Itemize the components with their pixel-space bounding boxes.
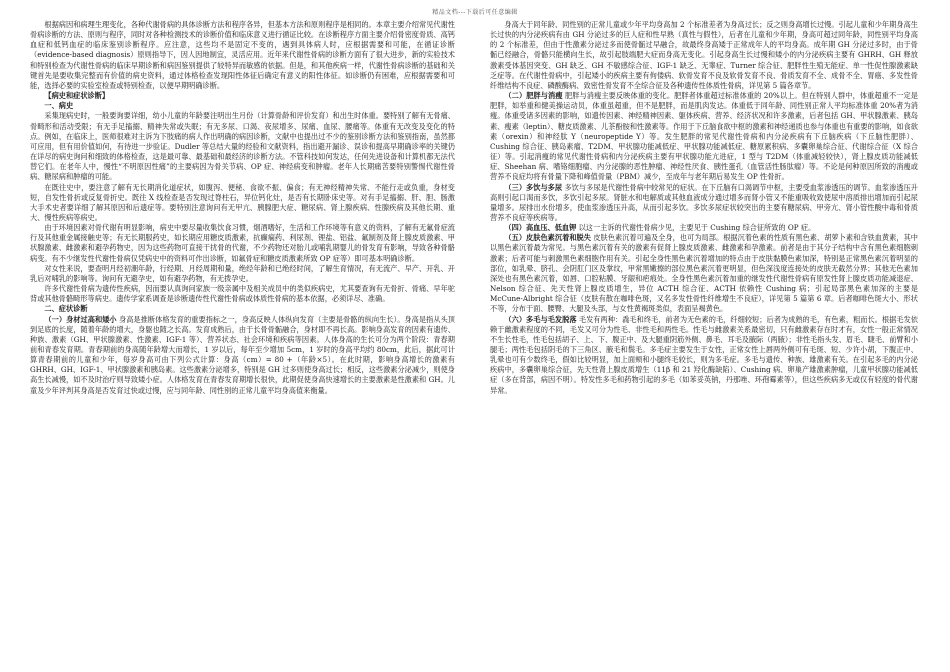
paragraph — [490, 91, 918, 182]
right-column — [490, 20, 918, 665]
section-heading: 一、病史 — [44, 101, 74, 111]
paragraph — [490, 315, 918, 396]
subsection-heading: （四）高血压、低血钾 — [504, 223, 577, 233]
paragraph — [490, 223, 918, 233]
subsection-heading: （二）肥胖与消瘦 — [504, 91, 563, 101]
paragraph-text: 以这一主诉的代谢性骨病少见，主要见于 Cushing 综合征所致的 OP 症。 — [578, 223, 816, 233]
paragraph: 采集现病史时，一般要询要详细，幼小儿童的年龄要注明出生月份（计算骨龄和评价发育）和出生时体重。要特别了解有无骨痛、骨畸形和活动受限；有无手足搐搦、精神失常或失眠；有无多尿、口渴、夜尿增多、尿痛、血尿、腰痛等。体重有无改变及变化的特点。例如，在临床上，医师很难对主诉为下肢痛的病人作出明确的病因诊断，文献中也提出过不少的鉴别诊断方法和鉴别指南，虽然都可应用，但有用价值如何，有待进一步验证。Dudler 等总结大量的经验和文献资料，指出避开漏诊、误诊和提高早期确诊率的关键仍在详尽的病史询问和细致的体格检查，这是最可靠、最基础和最经济的诊断方法。不管科技如何发达，任何先进设备和计算机都无法代替它们。在老年人中，慢性“不明原因性痛”的主要病因为骨关节病、OP 症、神经病变和肿瘤。老年人长期痛苦要特别警惕代谢性骨病、糖尿病和肿瘤的可能。 — [30, 111, 455, 182]
subsection-heading: （六）多毛与毛发脱落 — [504, 314, 577, 324]
paragraph-text: 皮肤色素沉着可遍及全身，也可为局部。根据沉着色素的性质有黑色素、胡萝卜素和含铁血黄素，其中以黑色素沉着最为常见。与黑色素沉着有关的激素有促肾上腺皮质激素、雌激素和孕激素。前者是由于其分子结构中含有黑色素细胞刺激素；后者可能与刺激黑色素细胞作用有关。引起全身性黑色素沉着增加的特点由于皮肤黏膜色素加深，特别是正常黑色素沉着明显的部位，如乳晕、脐孔、会阴肛门区及掌纹，甲常黑嫩擦的部位黑色素沉着更明显，但色深浅度连接处的皮肤无截然分界；其他无色素加深处也有黑色素沉着，如唇、口腔粘膜、牙龈和疤痕处。全身性黑色素沉着加重的继发性代谢性骨病有原发性肾上腺皮质功能减退症、Nelson 综合征、先天性肾上腺皮质增生，异位 ACTH 综合征、ACTH 依赖性 Cushing 病；引起局部黑色素加深的主要是 McCune-Albright 综合征（皮肤有散在咖啡色斑，又名多发性骨性纤维增生不良症），详见第 5 篇第 6 章。后者咖啡色斑大小、形状不等，分布于面、腰臀、大腿及头部，与女性黄褐斑类似，表面呈褐黄色。 — [490, 233, 918, 314]
subsection-heading: （五）皮肤色素沉着和脱失 — [504, 233, 591, 243]
paragraph: 对女性来说，要查明月经初潮年龄，行经期、月经周期和量，绝经年龄和已绝经时间，了解生育情况，有无流产、早产、开乳、开乳后对哺乳的影响等。询问有无避孕史，如有避孕药物，有无拨孕史。 — [30, 263, 455, 283]
paragraph: 身高大于同年龄、同性别的正常儿童或少年平均身高加 2 个标准差者为身高过长；反之则身高增长过慢。引起儿童和少年期身高生长过快的内分泌疾病有由 GH 分泌过多的巨人症和性早熟（真性与假性），后者在儿童和少年期，身高可超过同年龄，同性别平均身高的 2 个标准差，但由于性激素分泌过多而使骨骺过早融合，故最终身高矮于正常成年人的平均身高。成年期 GH 分泌过多时，由于骨骺已经融合，骨骼只能横向生长，故引起肢端肥大症而身高无变化。引起身高生长过慢和矮小的内分泌疾病主要有 GHRH、GH 释放激素受体基因突变、GH 缺乏、GH 不敏感综合征、IGF-1 缺乏、无睾症、Turner 综合征、肥胖性生殖无能症、单一性促性腺激素缺乏症等。在代谢性骨病中，引起矮小的疾病主要有佝偻病、软骨发育不良及软骨发育不良、骨质发育不全、成骨不全、胃癌、多发性骨纤维结构不良症、磷酸酶病、致密性骨发育不全综合征及各种遗传性体质性骨病，详见第 5 篇各章节。 — [490, 20, 918, 90]
paragraph — [490, 233, 918, 314]
paragraph-text: 毛发有两种：毳毛和终毛，前者为无色素的毛，纤细较短；后者为成熟的毛，有色素，粗而长。根据毛发依赖于雌激素程度的不同，毛发又可分为性毛、非性毛和两性毛。性毛与雌激素关系最密切，只有雌激素存在时才有，女性一般正常情况不生长性毛，性毛包括胡子、上、下、腹正中、及大腿重阴筋外侧、鼻毛、耳毛及腋际（两腋）；非性毛指头发、眉毛、睫毛、前臂和小腿毛；两性毛包括阴毛的下三角区、腋毛和鬓毛。多毛症主要发生于女性，正常女性上唇两外侧可有毛斑、短、少许小胡，下腹正中、乳晕也可有少数终毛，假如比较明显，加上面颊和小腿终毛较长，则为多毛症。多毛与遗传、种族、雄激素有关。在引起多毛的内分泌疾病中，多囊卵巢综合征，先天性肾上腺皮质增生（11β 和 21 羟化酶缺陷）、Cushing 病、卵巢产雄激素肿瘤，儿童甲状腺功能减低症（多在背部，病因不明）。特发性多毛和药物引起的多毛（如苯妥英钠，丹那唑、环孢霉素等），但这些疾病多无或仅有轻度的骨代谢异常。 — [490, 314, 918, 395]
paragraph-text: 身高是推断体格发育的重要指标之一，身高反映人体纵向发育（主要是骨骼的纵向生长）。身高是指从头顶到足底的长度，随着年龄的增大，身躯也随之长高。发育成熟后，由于长骨骨骺融合，身材即不再长高。影响身高发育的因素有遗传、种族、激素（GH、甲状腺激素、性激素、IGF-1 等）、营养状态、社会环境和疾病等因素。人体身高的生长可分为两个阶段：青春期前和青春发育期。青春期前的身高随年龄增大而增长，1 岁以后，每年至少增加 5cm，1 岁时的身高平均约 80cm，此后，据此可计算青春期前的儿童和少年，每岁身高可由下列公式计算：身高（cm）= 80 +（年龄×5）。在此时期，影响身高增长的激素有 GHRH、GH、IGF-1、甲状腺激素和胰岛素。这些激素分泌增多，特别是 GH 过多则使身高过长；相反，这些激素分泌减少，则使身高生长减慢，如不及时治疗则导致矮小症。人体格发育在青春发育期增长很快，此期促使身高快速增长的主要激素是性激素和 GH。儿童及少年评判其身高是否发育过快或过慢，应与同年龄、同性别的正常儿童平均身高值来衡量。 — [30, 314, 455, 395]
paragraph-text: 多饮与多尿是代谢性骨病中较常见的症状。在下丘脑有口渴调节中枢，主要受血浆渗透压的调节。血浆渗透压升高则引起口渴而多饮，多饮引起多尿。肾脏水和电解质或其他血液成分通过增多而肾小管又不能重吸收致使尿中溶质排出增加而引起尿量增多。尿排出水份增多，使血浆渗透压升高，从而引起多饮。多饮多尿症状较突出的主要有糖尿病、甲旁亢、肾小管性酸中毒和骨质营养不良症等疾病等。 — [490, 182, 918, 222]
paragraph-text: 肥胖与消瘦主要反映体重的变化。肥胖者体重超过标准体重的 20%以上。但在特别人群中，体重超重不一定是肥胖，如举重和健美操运动员，体重虽超重，但不是肥胖，而是肌肉发达。体重低于同年龄、同性别正常人平均标准体重 20%者为消瘦。体重受诸多因素的影响，如遗传因素、神经精神因素、躯体疾病、营养、经济状况和许多激素，后者包括 GH、甲状腺激素、胰岛素、瘦素（leptin）、糖皮质激素、儿茶酚胺和性激素等。作用于下丘脑食欲中枢的激素和神经递质也参与体重也有重要的影响，如食欲素（orexin）和神经肽 Y（neuropeptide Y）等。发生肥胖的常见代谢性骨病和内分泌疾病有下丘脑疾病（下丘脑性肥胖）、Cushing 综合征、胰岛素瘤、T2DM、甲状腺功能减低症、甲状腺功能减低症、糖原累积病、多囊卵巢综合征、代谢综合征（X 综合征）等。引起消瘦的常见代谢性骨病和内分泌疾病主要有甲状腺功能亢进症，1 型与 T2DM（体重减轻较快），肾上腺皮质功能减低症、Sheehan 病、嗜铬细胞瘤、内分泌腺的恶性肿瘤、神经性厌食、胰性蛋孔（血管活性肠肽瘤）等。不论是何种原因所致的消瘦或营养不良症均将有骨量下降和峰值骨量（PBM）减少，至成年与老年期后易发生 OP 性骨折。 — [490, 91, 918, 182]
subsection-heading: （一）身材过高和矮小 — [44, 314, 117, 324]
left-column — [30, 20, 455, 665]
paragraph: 由于环境因素对骨代谢有明显影响，病史中要尽量收集饮食习惯，烟酒嗜好，生活和工作环境等有意义的资料，了解有无氟骨症流行及其他重金属接触史等；有无长期服药史，如长期应用糖皮质激素，抗癫痫药、利尿剂、锂盐、铝盐、氟制剂及肾上腺皮质激素、甲状腺激素、雌激素和避孕药物史，因为这些药物可直接干扰骨的代谢，不少药物还对胎儿或哺乳期婴儿的骨发育有影响，导致各种骨骼病变。有不少继发性代谢性骨病仅凭病史中的资料可作出诊断，如氟骨症和糖皮质激素所致 OP 症等）即可基本明确诊断。 — [30, 223, 455, 263]
paragraph — [490, 183, 918, 224]
section-heading: 【病史和症状诊断】 — [44, 91, 110, 101]
subsection-heading: （三）多饮与多尿 — [504, 182, 563, 192]
paragraph: 在既往史中，要注意了解有无长期消化道症状，如腹泻、便秘、食欲不振、偏食；有无神经精神失常、不能行走或负重，身材变短，自发性骨折或反复骨折史。既往 X 线检查是否发现过脊柱石，异位钙化灶，是否有长期卧床史等。对有手足搐搦、肝、胆、肠激大手术史者要详细了解其原因和后遗症等。要特别注意询问有无甲亢、胰腺肥大症、糖尿病、肾上腺疾病、性腺疾病及其他长期、重大、慢性疾病等病史。 — [30, 182, 455, 222]
paragraph: 许多代谢性骨病为遗传性疾病，因而要认真询问家族一级亲属中及相关成员中的类似疾病史，尤其要查询有无骨折、骨痛、早年驼背或其他骨骼畸形等病史。遗传学家系调查是诊断遗传性代谢性骨病或体质性骨病的基本依据，必须详尽、准确。 — [30, 284, 455, 304]
paragraph: 根据病因和病理生理变化，各种代谢骨病的具体诊断方法和程序各异，但基本方法和原则程序是相同的。本章主要介绍常见代谢性骨病诊断的方法、原则与程序，同时对各种检测技术的诊断价值和临床意义进行循证比较。在诊断程序方面主要介绍骨密度骨质、高钙血症和低钙血症的临床鉴别诊断程序。应注意，这些均不是固定不变的，遇到具体病人时，应根据需要和可能，在循证诊断（evidence-based diagnosis）原则指导下，因人因地制宜，灵活应用。近年来代谢性骨病的诊断方面有了很大进步，新的实验技术和特别检查为代谢性骨病的临床早期诊断和病因鉴别提供了较特异而敏感的依据。但是，和其他疾病一样，代谢性骨病诊断的基础和关键首先是要收集完整而有价值的病史资料，通过体格检查发现阳性体征后确定有意义的阳性体征。如诊断仍有困难，应根据需要和可能，选择必要的实验室检查或特别检查，以便早期明确诊断。 — [30, 20, 455, 90]
section-heading: 二、症状诊断 — [44, 304, 88, 314]
page-header: 精品文档---下载后可任意编辑 — [432, 9, 518, 16]
paragraph — [30, 315, 455, 396]
